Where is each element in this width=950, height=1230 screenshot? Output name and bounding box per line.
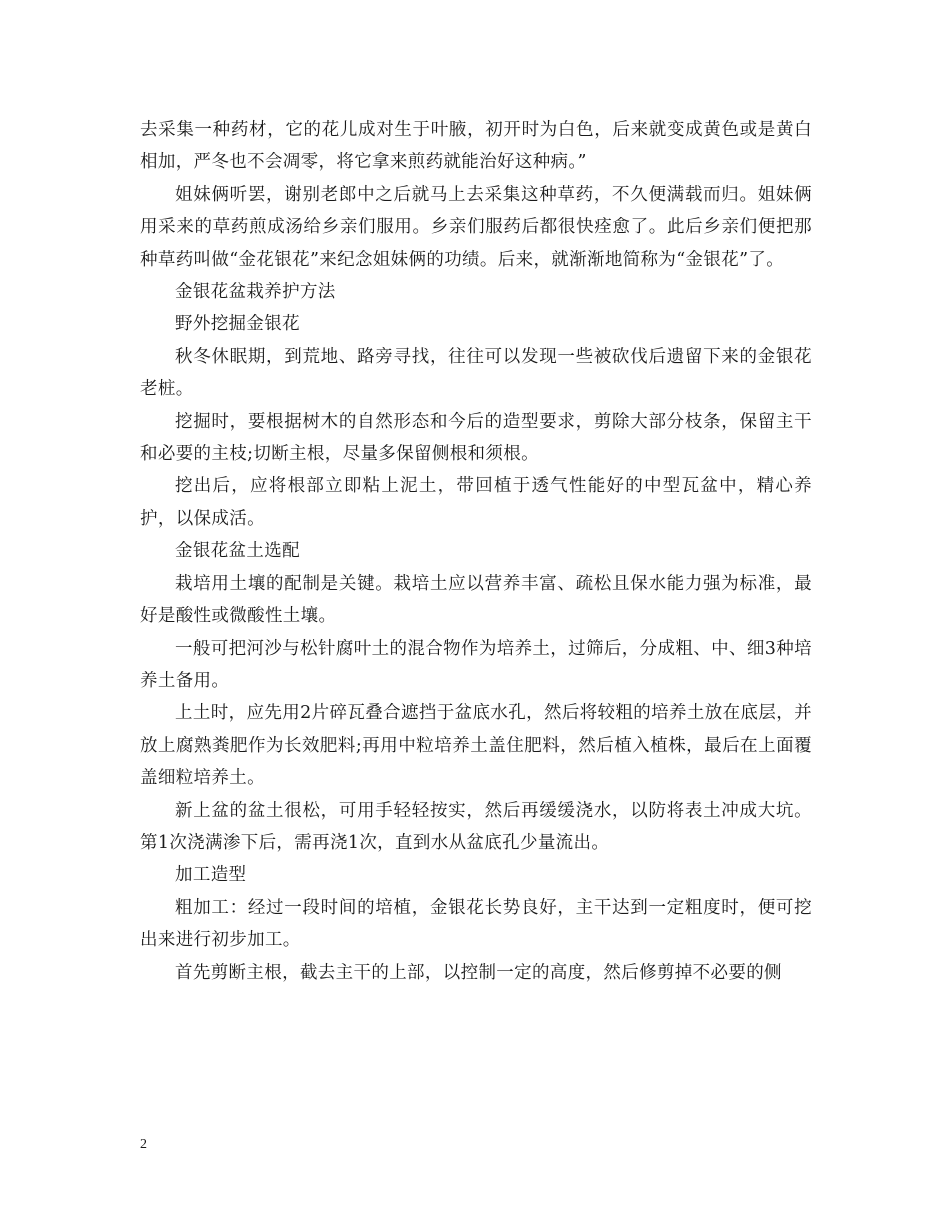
paragraph: 新上盆的盆土很松，可用手轻轻按实，然后再缓缓浇水，以防将表土冲成大坑。第1次浇满渗下后，需再浇1次，直到水从盆底孔少量流出。 xyxy=(140,800,812,853)
paragraph: 上土时，应先用2片碎瓦叠合遮挡于盆底水孔，然后将较粗的培养土放在底层，并放上腐熟粪肥作为长效肥料;再用中粒培养土盖住肥料，然后植入植株，最后在上面覆盖细粒培养土。 xyxy=(140,703,812,789)
paragraph: 首先剪断主根，截去主干的上部，以控制一定的高度，然后修剪掉不必要的侧 xyxy=(175,962,782,983)
paragraph: 栽培用土壤的配制是关键。栽培土应以营养丰富、疏松且保水能力强为标准，最好是酸性或微酸性土壤。 xyxy=(140,573,812,627)
subsection-heading: 加工造型 xyxy=(175,865,247,886)
paragraph: 挖出后，应将根部立即粘上泥土，带回植于透气性能好的中型瓦盆中，精心养护，以保成活。 xyxy=(140,476,812,529)
paragraph: 挖掘时，要根据树木的自然形态和今后的造型要求，剪除大部分枝条，保留主干和必要的主枝;切断主根，尽量多保留侧根和须根。 xyxy=(140,411,812,465)
document-body xyxy=(140,114,812,989)
paragraph: 姐妹俩听罢，谢别老郎中之后就马上去采集这种草药，不久便满载而归。姐妹俩用采来的草药煎成汤给乡亲们服用。乡亲们服药后都很快痊愈了。此后乡亲们便把那种草药叫做“金花银花”来纪念姐妹俩的功绩。后来，就渐渐地简称为“金银花”了。 xyxy=(140,184,812,270)
subsection-heading: 野外挖掘金银花 xyxy=(175,314,300,335)
section-heading: 金银花盆栽养护方法 xyxy=(175,282,336,303)
page-number: 2 xyxy=(140,1137,147,1152)
subsection-heading: 金银花盆土选配 xyxy=(175,541,300,562)
paragraph: 去采集一种药材，它的花儿成对生于叶腋，初开时为白色，后来就变成黄色或是黄白相加，严冬也不会凋零，将它拿来煎药就能治好这种病。” xyxy=(140,120,812,173)
paragraph: 粗加工：经过一段时间的培植，金银花长势良好，主干达到一定粗度时，便可挖出来进行初步加工。 xyxy=(140,897,812,951)
paragraph: 一般可把河沙与松针腐叶土的混合物作为培养土，过筛后，分成粗、中、细3种培养土备用。 xyxy=(140,638,812,691)
paragraph: 秋冬休眠期，到荒地、路旁寻找，往往可以发现一些被砍伐后遗留下来的金银花老桩。 xyxy=(140,346,812,400)
